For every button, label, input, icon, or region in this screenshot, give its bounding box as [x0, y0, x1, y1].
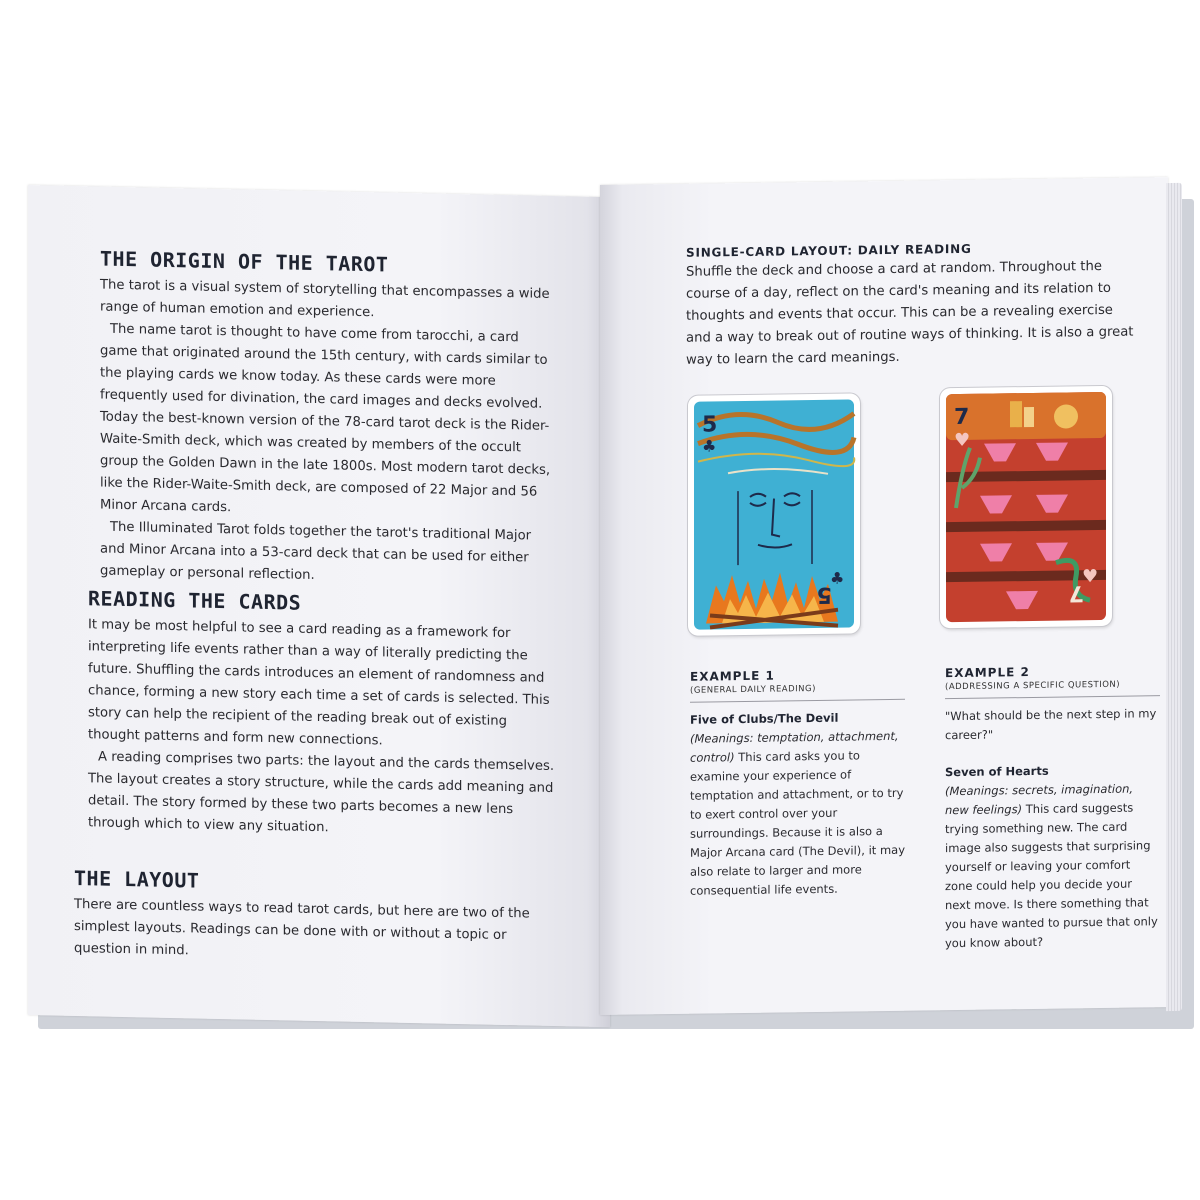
example-1-body [690, 708, 905, 901]
example-1-meanings: (Meanings: temptation, attachment, control) [690, 728, 899, 765]
example-2-question: "What should be the next step in my career?" [945, 706, 1157, 743]
single-card-heading: SINGLE-CARD LAYOUT: DAILY READING [686, 241, 972, 260]
open-booklet [28, 185, 1190, 1015]
origin-paragraph-3: The Illuminated Tarot folds together the tarot's traditional Major and Minor Arcana into a 53-card deck that can be used for either gameplay or personal reflection. [100, 519, 532, 584]
card2-heart-icon: ♥ [954, 429, 971, 452]
card2-rank-top: 7 [954, 404, 970, 431]
single-card-layout-intro [686, 239, 1141, 371]
origin-body [100, 275, 560, 593]
example-1-divider [690, 699, 905, 703]
reading-body [88, 614, 558, 844]
five-of-clubs-illustration [688, 393, 860, 635]
heading-reading: READING THE CARDS [88, 586, 302, 615]
left-page [28, 185, 610, 1027]
example-1 [690, 667, 905, 901]
reading-paragraph-1: It may be most helpful to see a card reading as a framework for interpreting life events rather than a way of literally predicting the future. Shuffling the cards introduces an element of randomness and chance, forming a new story each time a set of cards is selected. This story can help the recipient of the reading break out of existing thought patterns and form new connections. [88, 617, 550, 749]
example-2-divider [945, 695, 1160, 699]
layout-body [74, 894, 544, 970]
card-five-of-clubs [688, 393, 860, 635]
card2-heart-icon-bottom: ♥ [1082, 566, 1099, 588]
example-2 [945, 663, 1160, 953]
example-2-body [945, 760, 1160, 953]
seven-of-hearts-illustration [940, 386, 1112, 628]
card1-rank-top: 5 [702, 412, 718, 438]
page-edges [1166, 183, 1182, 1011]
single-card-description: Shuffle the deck and choose a card at random. Throughout the course of a day, reflect on the card's meaning and its relation to thoughts and events that occur. This can be a revealing exercise and a way to break out of routine ways of thinking. It is also a great way to learn the card meanings. [686, 258, 1134, 368]
card1-rank-bottom: 5 [816, 581, 832, 607]
section-origin [100, 247, 560, 593]
origin-paragraph-1: The tarot is a visual system of storytelling that encompasses a wide range of human emotion and experience. [100, 277, 550, 321]
example-2-text: This card suggests trying something new. The card image also suggests that surprising yourself or leaving your comfort zone could help you decide your next move. Is there something that you have wanted to pursue that only you know about? [945, 800, 1158, 951]
origin-paragraph-2: The name tarot is thought to have come from tarocchi, a card game that originated around the 15th century, with cards similar to the playing cards we know today. As these cards were more frequently used for divination, the card images and decks evolved. Today the best-known version of the 78-card tarot deck is the Rider-Waite-Smith deck, which was created by members of the occult group the Golden Dawn in the late 1800s. Most modern tarot decks, like the Rider-Waite-Smith deck, are composed of 22 Major and 56 Minor Arcana cards. [100, 321, 551, 516]
card2-rank-bottom: 7 [1068, 580, 1084, 606]
reading-paragraph-2: A reading comprises two parts: the layout and the cards themselves. The layout creates a story structure, while the cards add meaning and detail. The story formed by these two parts becomes a new lens through which to view any situation. [88, 749, 555, 836]
example-2-meanings: (Meanings: secrets, imagination, new feelings) [945, 781, 1134, 818]
example-1-subtitle: (GENERAL DAILY READING) [690, 683, 816, 696]
right-page [600, 177, 1168, 1015]
example-2-subtitle: (ADDRESSING A SPECIFIC QUESTION) [945, 679, 1121, 693]
example-1-text: This card asks you to examine your experience of temptation and attachment, or to try to exert control over your surroundings. Because it is also a Major Arcana card (The Devil), it may also relate to larger and more consequential life events. [690, 748, 906, 898]
example-2-card-name: Seven of Hearts [945, 763, 1049, 780]
section-reading [88, 586, 558, 844]
example-1-title: EXAMPLE 1 [690, 668, 775, 684]
layout-paragraph-1: There are countless ways to read tarot cards, but here are two of the simplest layouts. Readings can be done with or without a topic or question in mind. [74, 896, 530, 959]
example-2-title: EXAMPLE 2 [945, 664, 1030, 681]
heading-layout: THE LAYOUT [74, 865, 200, 893]
card1-club-icon-bottom: ♣ [830, 568, 845, 588]
card-seven-of-hearts [940, 386, 1112, 628]
heading-origin: THE ORIGIN OF THE TAROT [100, 246, 389, 277]
example-1-card-name: Five of Clubs/The Devil [690, 710, 839, 727]
card1-club-icon: ♣ [702, 436, 717, 456]
section-layout [74, 866, 544, 970]
